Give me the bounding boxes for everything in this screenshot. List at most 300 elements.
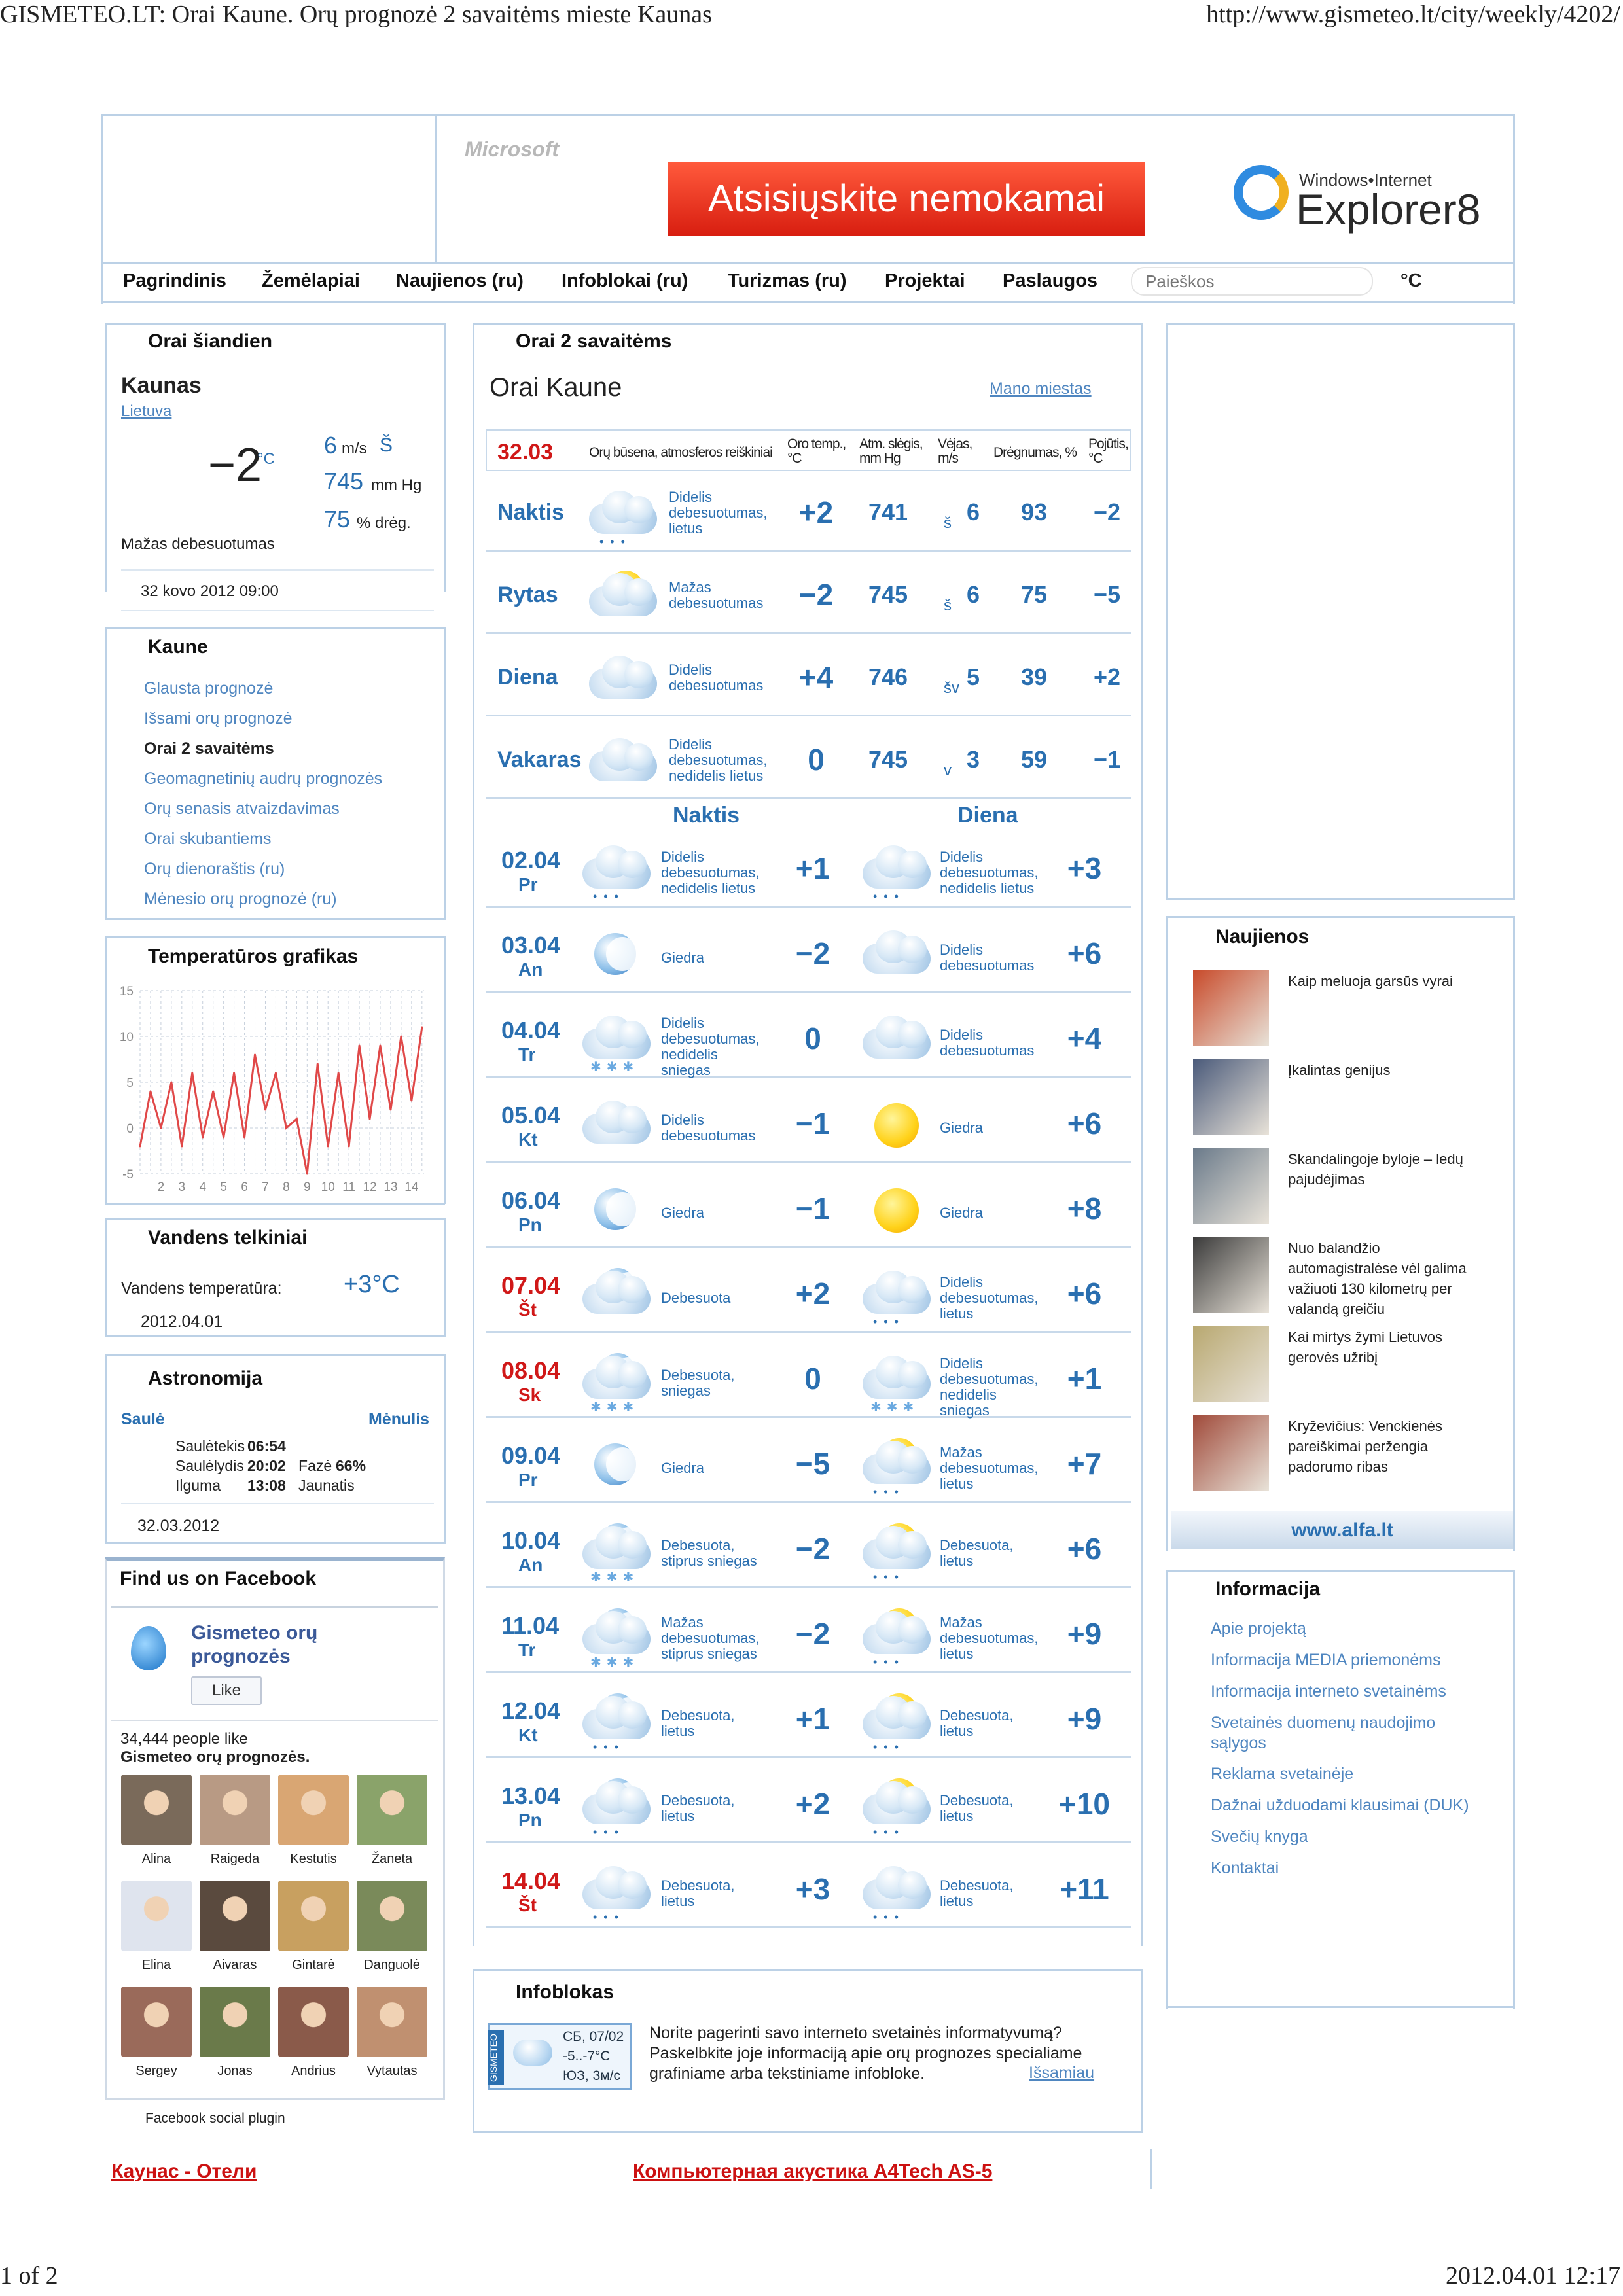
night-condition: Debesuota, lietus bbox=[661, 1792, 735, 1824]
widget-date: СБ, 07/02 bbox=[563, 2029, 624, 2044]
night-condition: Giedra bbox=[661, 949, 705, 966]
info-link[interactable]: Dažnai užduodami klausimai (DUK) bbox=[1211, 1796, 1469, 1814]
pressure-unit: mm Hg bbox=[371, 476, 422, 494]
day-row bbox=[486, 1428, 1131, 1501]
widget-temp: -5..-7°С bbox=[563, 2049, 611, 2064]
temperature-point bbox=[160, 1127, 162, 1129]
forecast-first-date: 32.03 bbox=[497, 440, 554, 465]
temperature-point bbox=[296, 1118, 298, 1120]
fan-name[interactable]: Aivaras bbox=[213, 1958, 257, 1972]
fan-name[interactable]: Vytautas bbox=[366, 2064, 418, 2078]
night-temp: −1 bbox=[795, 1106, 830, 1140]
temperature-point bbox=[327, 1146, 329, 1148]
facebook-like-button[interactable]: Like bbox=[191, 1676, 262, 1705]
today-row-2 bbox=[486, 641, 1131, 715]
temperature-point bbox=[254, 1054, 256, 1056]
day-condition: Didelis debesuotumas bbox=[940, 942, 1035, 974]
print-url: http://www.gismeteo.lt/city/weekly/4202/ bbox=[1206, 1, 1620, 28]
x-tick-label: 8 bbox=[283, 1180, 290, 1194]
temperature-point bbox=[202, 1137, 204, 1139]
news-source-link[interactable]: www.alfa.lt bbox=[1171, 1511, 1513, 1549]
night-temp: −1 bbox=[795, 1192, 830, 1226]
day-condition: Didelis debesuotumas bbox=[940, 1027, 1035, 1059]
day-of-week: An bbox=[518, 959, 543, 980]
fan-avatar[interactable] bbox=[200, 1775, 270, 1845]
feels-like-value: −1 bbox=[1093, 746, 1120, 773]
day-date: 14.04 bbox=[501, 1867, 561, 1894]
today-row-0 bbox=[486, 476, 1131, 550]
facebook-title: Find us on Facebook bbox=[120, 1568, 317, 1589]
moon-phase-label: Fazė bbox=[298, 1457, 332, 1474]
day-temp: +6 bbox=[1067, 1532, 1102, 1566]
fan-avatar[interactable] bbox=[121, 1775, 192, 1845]
night-condition: Didelis debesuotumas, nedidelis lietus bbox=[661, 849, 760, 896]
print-datetime: 2012.04.01 12:17 bbox=[1445, 2262, 1620, 2289]
fan-name[interactable]: Alina bbox=[141, 1852, 171, 1866]
water-temp-value: +3°C bbox=[344, 1271, 400, 1298]
day-of-week: An bbox=[518, 1555, 543, 1575]
night-cloud-icon bbox=[577, 1097, 656, 1162]
fan-name[interactable]: Sergey bbox=[135, 2064, 177, 2078]
humidity-unit: % drėg. bbox=[357, 514, 411, 532]
temperature-point bbox=[243, 1137, 245, 1139]
infoblock-widget[interactable] bbox=[488, 2023, 632, 2090]
temperature-point bbox=[149, 1091, 151, 1093]
menu-detailed-forecast[interactable]: Išsami orų prognozė bbox=[144, 709, 293, 728]
cloud-icon bbox=[584, 734, 662, 800]
fan-name[interactable]: Andrius bbox=[291, 2064, 336, 2078]
header-humidity: Drėgnumas, % bbox=[993, 445, 1077, 460]
widget-brand: GISMETEO bbox=[488, 2030, 504, 2085]
day-row bbox=[486, 1002, 1131, 1076]
temperature-point bbox=[421, 1027, 423, 1029]
observation-timestamp: 32 kovo 2012 09:00 bbox=[141, 582, 279, 600]
search-input[interactable] bbox=[1131, 267, 1373, 296]
night-temp: −2 bbox=[795, 1617, 830, 1651]
night-temp: 0 bbox=[804, 1362, 821, 1396]
day-condition: Debesuota, lietus bbox=[940, 1537, 1014, 1569]
day-sun-rain-icon: ••• bbox=[857, 1437, 936, 1502]
news-headline[interactable]: Nuo balandžio automagistralėse vėl galima važiuoti 130 kilometrų per valandą greičiu bbox=[1288, 1240, 1467, 1317]
water-title: Vandens telkiniai bbox=[148, 1227, 308, 1248]
fan-name[interactable]: Elina bbox=[141, 1958, 171, 1972]
news-thumbnail[interactable] bbox=[1193, 970, 1269, 1046]
day-sun-rain-icon: ••• bbox=[857, 1522, 936, 1587]
day-date: 05.04 bbox=[501, 1102, 561, 1129]
day-of-week: Pn bbox=[518, 1810, 542, 1830]
wind-unit: m/s bbox=[342, 440, 367, 457]
day-condition: Giedra bbox=[940, 1120, 984, 1136]
moon-state: Jaunatis bbox=[298, 1477, 355, 1494]
day-date: 06.04 bbox=[501, 1187, 561, 1214]
fan-avatar[interactable] bbox=[121, 1881, 192, 1951]
period-label: Diena bbox=[497, 665, 558, 690]
fan-name[interactable]: Gintarė bbox=[292, 1958, 335, 1972]
night-condition: Didelis debesuotumas, nedidelis sniegas bbox=[661, 1015, 760, 1078]
day-sun-rain-icon: ••• bbox=[857, 1777, 936, 1843]
y-tick-label: -5 bbox=[122, 1168, 134, 1182]
news-headline[interactable]: Kai mirtys žymi Lietuvos gerovės užribį bbox=[1288, 1329, 1442, 1366]
x-tick-label: 12 bbox=[363, 1180, 377, 1194]
temperature-point bbox=[212, 1091, 214, 1093]
night-condition: Debesuota, stiprus sniegas bbox=[661, 1537, 757, 1569]
city-name: Kaunas bbox=[121, 373, 202, 398]
ie-logo-icon bbox=[1234, 165, 1289, 220]
night-moon-rain-icon: ••• bbox=[577, 1777, 656, 1843]
day-of-week: Št bbox=[518, 1299, 537, 1320]
day-date: 12.04 bbox=[501, 1697, 561, 1724]
menu-two-weeks-active[interactable]: Orai 2 savaitėms bbox=[144, 739, 274, 758]
nav-projects[interactable]: Projektai bbox=[885, 270, 965, 291]
day-date: 03.04 bbox=[501, 932, 561, 959]
night-moon-icon bbox=[577, 1182, 656, 1247]
fan-avatar[interactable] bbox=[278, 1775, 349, 1845]
menu-geomagnetic[interactable]: Geomagnetinių audrų prognozės bbox=[144, 769, 383, 788]
condition-text: Mažas debesuotumas bbox=[669, 579, 764, 611]
day-row bbox=[486, 1173, 1131, 1246]
day-temp: +4 bbox=[1067, 1021, 1102, 1055]
x-tick-label: 11 bbox=[342, 1180, 355, 1194]
fan-avatar[interactable] bbox=[200, 1987, 270, 2057]
info-link[interactable]: Informacija interneto svetainėms bbox=[1211, 1682, 1446, 1701]
period-label: Naktis bbox=[497, 500, 565, 525]
day-temp: +6 bbox=[1067, 936, 1102, 970]
header-temp: Oro temp., °C bbox=[787, 436, 846, 466]
night-temp: 0 bbox=[804, 1021, 821, 1055]
today-panel-title: Orai šiandien bbox=[148, 330, 273, 352]
fan-name[interactable]: Kestutis bbox=[290, 1852, 337, 1866]
night-temp: −5 bbox=[795, 1447, 830, 1481]
wind-direction: šv bbox=[944, 679, 959, 697]
day-column-label: Diena bbox=[957, 803, 1018, 828]
current-condition: Mažas debesuotumas bbox=[121, 535, 275, 553]
wind-speed: 6 bbox=[967, 499, 980, 525]
wind-direction: v bbox=[944, 762, 952, 779]
sun-cloud-icon bbox=[584, 569, 662, 635]
temperature-point bbox=[170, 1082, 172, 1084]
x-tick-label: 13 bbox=[383, 1180, 398, 1194]
current-temp-unit: °C bbox=[257, 450, 275, 468]
my-city-link[interactable]: Mano miestas bbox=[990, 380, 1092, 398]
temperature-point bbox=[191, 1072, 193, 1074]
fan-name[interactable]: Žaneta bbox=[371, 1852, 413, 1866]
night-temp: +1 bbox=[795, 851, 830, 885]
temperature-point bbox=[181, 1146, 183, 1148]
x-tick-label: 6 bbox=[241, 1180, 248, 1194]
x-tick-label: 7 bbox=[262, 1180, 269, 1194]
day-temp: +9 bbox=[1067, 1617, 1102, 1651]
day-row bbox=[486, 917, 1131, 991]
infoblock-more-link[interactable]: Išsamiau bbox=[1029, 2064, 1095, 2082]
period-label: Vakaras bbox=[497, 747, 582, 772]
day-condition: Giedra bbox=[940, 1205, 984, 1221]
news-title: Naujienos bbox=[1215, 926, 1310, 947]
day-sun-icon bbox=[857, 1097, 936, 1162]
day-row bbox=[486, 1087, 1131, 1161]
sunrise-time: 06:54 bbox=[247, 1438, 286, 1455]
day-date: 07.04 bbox=[501, 1272, 561, 1299]
day-condition: Debesuota, lietus bbox=[940, 1792, 1014, 1824]
x-tick-label: 4 bbox=[199, 1180, 207, 1194]
header-wind: Vėjas, m/s bbox=[938, 436, 972, 466]
footer-link-acoustics[interactable]: Компьютерная акустика A4Tech AS-5 bbox=[633, 2161, 993, 2182]
day-of-week: Kt bbox=[518, 1725, 538, 1745]
day-snow-cloud-icon: ✱✱✱ bbox=[857, 1352, 936, 1417]
moon-label: Mėnulis bbox=[368, 1410, 430, 1428]
nav-infoblocks[interactable]: Infoblokai (ru) bbox=[562, 270, 688, 291]
header-pressure: Atm. slėgis, mm Hg bbox=[859, 436, 923, 466]
y-tick-label: 0 bbox=[126, 1122, 134, 1136]
night-snow-cloud-icon: ✱✱✱ bbox=[577, 1012, 656, 1077]
temperature-point bbox=[410, 1100, 412, 1102]
night-condition: Mažas debesuotumas, stiprus sniegas bbox=[661, 1614, 760, 1662]
print-title: GISMETEO.LT: Orai Kaune. Orų prognozė 2 savaitėms mieste Kaunas bbox=[0, 1, 712, 28]
news-headline[interactable]: Kryževičius: Venckienės pareiškimai peržengia padorumo ribas bbox=[1288, 1418, 1442, 1475]
menu-old-view[interactable]: Orų senasis atvaizdavimas bbox=[144, 800, 340, 818]
nav-tourism[interactable]: Turizmas (ru) bbox=[728, 270, 847, 291]
today-row-1 bbox=[486, 559, 1131, 632]
day-sun-icon bbox=[857, 1182, 936, 1247]
day-cloud-icon bbox=[857, 1012, 936, 1077]
news-thumbnail[interactable] bbox=[1193, 1326, 1269, 1402]
infoblock-title: Infoblokas bbox=[516, 1981, 615, 2003]
day-temp: +7 bbox=[1067, 1447, 1102, 1481]
download-free-button[interactable]: Atsisiųskite nemokamai bbox=[668, 162, 1145, 236]
humidity-value: 59 bbox=[1021, 746, 1048, 773]
sunset-time: 20:02 bbox=[247, 1457, 286, 1474]
night-temp: −2 bbox=[795, 936, 830, 970]
temperature-point bbox=[400, 1036, 402, 1038]
microsoft-logo: Microsoft bbox=[465, 137, 559, 161]
unit-switch[interactable]: °C bbox=[1400, 270, 1422, 291]
humidity-value: 75 bbox=[324, 506, 351, 533]
day-condition: Didelis debesuotumas, nedidelis sniegas bbox=[940, 1355, 1039, 1419]
temperature-point bbox=[306, 1173, 308, 1175]
forecast-heading: Orai Kaune bbox=[490, 373, 622, 402]
facebook-plugin-label: Facebook social plugin bbox=[145, 2111, 285, 2126]
news-thumbnail[interactable] bbox=[1193, 1415, 1269, 1491]
night-moon-snow-icon: ✱✱✱ bbox=[577, 1352, 656, 1417]
night-condition: Debesuota, lietus bbox=[661, 1707, 735, 1739]
day-condition: Didelis debesuotumas, lietus bbox=[940, 1274, 1039, 1322]
info-link[interactable]: Informacija MEDIA priemonėms bbox=[1211, 1651, 1441, 1669]
ie8-banner-ad[interactable] bbox=[448, 124, 1505, 262]
astronomy-title: Astronomija bbox=[148, 1368, 263, 1389]
news-headline[interactable]: Kaip meluoja garsūs vyrai bbox=[1288, 973, 1453, 989]
menu-quick-weather[interactable]: Orai skubantiems bbox=[144, 830, 272, 848]
day-rain-cloud-icon: ••• bbox=[857, 1862, 936, 1928]
humidity-value: 93 bbox=[1021, 499, 1048, 525]
day-row bbox=[486, 1598, 1131, 1671]
day-rain-cloud-icon: ••• bbox=[857, 841, 936, 907]
temperature-point bbox=[275, 1072, 277, 1074]
day-of-week: Kt bbox=[518, 1129, 538, 1150]
day-temp: +8 bbox=[1067, 1192, 1102, 1226]
day-temp: +3 bbox=[1067, 851, 1102, 885]
info-link[interactable]: Apie projektą bbox=[1211, 1619, 1306, 1638]
y-tick-label: 15 bbox=[119, 985, 134, 998]
day-condition: Debesuota, lietus bbox=[940, 1877, 1014, 1909]
fan-name[interactable]: Jonas bbox=[217, 2064, 253, 2078]
cloud-icon bbox=[584, 652, 662, 717]
x-tick-label: 10 bbox=[321, 1180, 335, 1194]
night-moon-icon bbox=[577, 927, 656, 992]
night-rain-cloud-icon: ••• bbox=[577, 1862, 656, 1928]
day-date: 10.04 bbox=[501, 1527, 561, 1554]
day-temp: +1 bbox=[1067, 1362, 1102, 1396]
city-menu-title: Kaune bbox=[148, 636, 208, 658]
night-column-label: Naktis bbox=[673, 803, 740, 828]
x-tick-label: 9 bbox=[304, 1180, 311, 1194]
sunrise-label: Saulėtekis bbox=[175, 1438, 245, 1455]
day-row bbox=[486, 1258, 1131, 1331]
wind-speed: 6 bbox=[324, 432, 338, 459]
day-rain-cloud-icon: ••• bbox=[857, 1267, 936, 1332]
day-row bbox=[486, 1853, 1131, 1926]
info-link[interactable]: Reklama svetainėje bbox=[1211, 1765, 1354, 1783]
night-condition: Giedra bbox=[661, 1460, 705, 1476]
day-of-week: Pr bbox=[518, 874, 538, 894]
x-tick-label: 2 bbox=[157, 1180, 165, 1194]
moon-phase: 66% bbox=[336, 1457, 366, 1474]
night-moon-snow-icon: ✱✱✱ bbox=[577, 1522, 656, 1587]
night-temp: −2 bbox=[795, 1532, 830, 1566]
wind-speed: 5 bbox=[967, 663, 980, 690]
current-temp: −2 bbox=[208, 439, 262, 491]
night-condition: Debesuota bbox=[661, 1290, 731, 1306]
temp-value: 0 bbox=[808, 743, 825, 777]
sun-label: Saulė bbox=[121, 1410, 165, 1428]
nav-services[interactable]: Paslaugos bbox=[1003, 270, 1098, 291]
facebook-like-name: Gismeteo orų prognozės. bbox=[120, 1748, 310, 1766]
facebook-like-count: 34,444 people like bbox=[120, 1730, 248, 1748]
news-headline[interactable]: Įkalintas genijus bbox=[1288, 1062, 1391, 1078]
day-date: 04.04 bbox=[501, 1017, 561, 1044]
day-row bbox=[486, 1768, 1131, 1841]
water-temp-label: Vandens temperatūra: bbox=[121, 1279, 282, 1298]
ie-product-top: Windows•Internet bbox=[1299, 170, 1432, 190]
day-row bbox=[486, 1683, 1131, 1756]
day-condition: Didelis debesuotumas, nedidelis lietus bbox=[940, 849, 1039, 896]
info-link[interactable]: Kontaktai bbox=[1211, 1859, 1279, 1877]
day-temp: +10 bbox=[1058, 1787, 1111, 1821]
day-condition: Debesuota, lietus bbox=[940, 1707, 1014, 1739]
footer-link-hotels[interactable]: Каунас - Отели bbox=[111, 2161, 257, 2182]
fan-avatar[interactable] bbox=[357, 1775, 427, 1845]
wind-direction: š bbox=[944, 514, 952, 532]
nav-maps[interactable]: Žemėlapiai bbox=[262, 270, 360, 291]
feels-like-value: +2 bbox=[1093, 663, 1120, 690]
news-thumbnail[interactable] bbox=[1193, 1059, 1269, 1135]
night-temp: +3 bbox=[795, 1872, 830, 1906]
day-date: 02.04 bbox=[501, 847, 561, 874]
day-length-label: Ilguma bbox=[175, 1477, 221, 1494]
temperature-point bbox=[379, 1045, 381, 1047]
day-of-week: Sk bbox=[518, 1385, 541, 1405]
astronomy-date: 32.03.2012 bbox=[137, 1517, 220, 1535]
day-length: 13:08 bbox=[247, 1477, 286, 1494]
day-temp: +9 bbox=[1067, 1702, 1102, 1736]
sunset-label: Saulėlydis bbox=[175, 1457, 244, 1474]
pressure-value: 745 bbox=[868, 746, 908, 773]
temperature-point bbox=[233, 1072, 235, 1074]
today-row-3 bbox=[486, 724, 1131, 797]
temperature-point bbox=[223, 1137, 224, 1139]
news-thumbnail[interactable] bbox=[1193, 1148, 1269, 1224]
fan-name[interactable]: Danguolė bbox=[364, 1958, 420, 1972]
temperature-series-line bbox=[140, 1027, 422, 1174]
ie-product-name: Explorer8 bbox=[1296, 185, 1481, 234]
pressure-value: 741 bbox=[868, 499, 908, 525]
forecast-panel-title: Orai 2 savaitėms bbox=[516, 330, 672, 352]
news-thumbnail[interactable] bbox=[1193, 1237, 1269, 1313]
day-row bbox=[486, 1343, 1131, 1419]
nav-news[interactable]: Naujienos (ru) bbox=[396, 270, 524, 291]
day-cloud-icon bbox=[857, 927, 936, 992]
rain-cloud-icon: ••• bbox=[584, 487, 662, 552]
night-moon-icon bbox=[577, 1437, 656, 1502]
fan-avatar[interactable] bbox=[121, 1987, 192, 2057]
news-headline[interactable]: Skandalingoje byloje – ledų pajudėjimas bbox=[1288, 1151, 1463, 1188]
facebook-page-name[interactable]: Gismeteo orų prognozės bbox=[191, 1622, 318, 1667]
feels-like-value: −5 bbox=[1093, 581, 1120, 608]
temp-value: +2 bbox=[798, 495, 834, 529]
menu-weather-diary[interactable]: Orų dienoraštis (ru) bbox=[144, 860, 285, 878]
day-date: 11.04 bbox=[501, 1612, 560, 1639]
day-condition: Mažas debesuotumas, lietus bbox=[940, 1614, 1039, 1662]
day-condition: Mažas debesuotumas, lietus bbox=[940, 1444, 1039, 1492]
day-sun-rain-icon: ••• bbox=[857, 1607, 936, 1672]
info-link[interactable]: Svečių knyga bbox=[1211, 1828, 1308, 1846]
info-link[interactable]: Svetainės duomenų naudojimo sąlygos bbox=[1211, 1714, 1436, 1752]
night-condition: Giedra bbox=[661, 1205, 705, 1221]
x-tick-label: 14 bbox=[404, 1180, 419, 1194]
day-of-week: Tr bbox=[518, 1640, 536, 1660]
temperature-point bbox=[139, 1146, 141, 1148]
day-of-week: Pr bbox=[518, 1470, 538, 1490]
fan-avatar[interactable] bbox=[278, 1881, 349, 1951]
day-temp: +6 bbox=[1067, 1277, 1102, 1311]
temperature-point bbox=[369, 1118, 371, 1120]
night-condition: Didelis debesuotumas bbox=[661, 1112, 756, 1144]
day-row bbox=[486, 832, 1131, 906]
fan-name[interactable]: Raigeda bbox=[210, 1852, 260, 1866]
condition-text: Didelis debesuotumas, lietus bbox=[669, 489, 768, 537]
y-tick-label: 10 bbox=[119, 1031, 134, 1044]
fan-avatar[interactable] bbox=[200, 1881, 270, 1951]
info-title: Informacija bbox=[1215, 1578, 1321, 1600]
nav-home[interactable]: Pagrindinis bbox=[123, 270, 226, 291]
day-date: 13.04 bbox=[501, 1782, 561, 1809]
wind-speed: 6 bbox=[967, 581, 980, 608]
day-of-week: Št bbox=[518, 1895, 537, 1915]
wind-direction: š bbox=[944, 597, 952, 614]
menu-monthly-forecast[interactable]: Mėnesio orų prognozė (ru) bbox=[144, 890, 337, 908]
night-moon-cloud-icon bbox=[577, 1267, 656, 1332]
fan-avatar[interactable] bbox=[357, 1987, 427, 2057]
temperature-point bbox=[389, 1109, 391, 1111]
menu-short-forecast[interactable]: Glausta prognozė bbox=[144, 679, 274, 698]
print-page-number: 1 of 2 bbox=[0, 2262, 58, 2289]
fan-avatar[interactable] bbox=[357, 1881, 427, 1951]
fan-avatar[interactable] bbox=[278, 1987, 349, 2057]
day-sun-rain-icon: ••• bbox=[857, 1692, 936, 1757]
country-link[interactable]: Lietuva bbox=[121, 402, 172, 420]
temp-graph-title: Temperatūros grafikas bbox=[148, 945, 359, 967]
water-date: 2012.04.01 bbox=[141, 1313, 223, 1331]
temperature-point bbox=[359, 1045, 361, 1047]
night-moon-snow-icon: ✱✱✱ bbox=[577, 1607, 656, 1672]
